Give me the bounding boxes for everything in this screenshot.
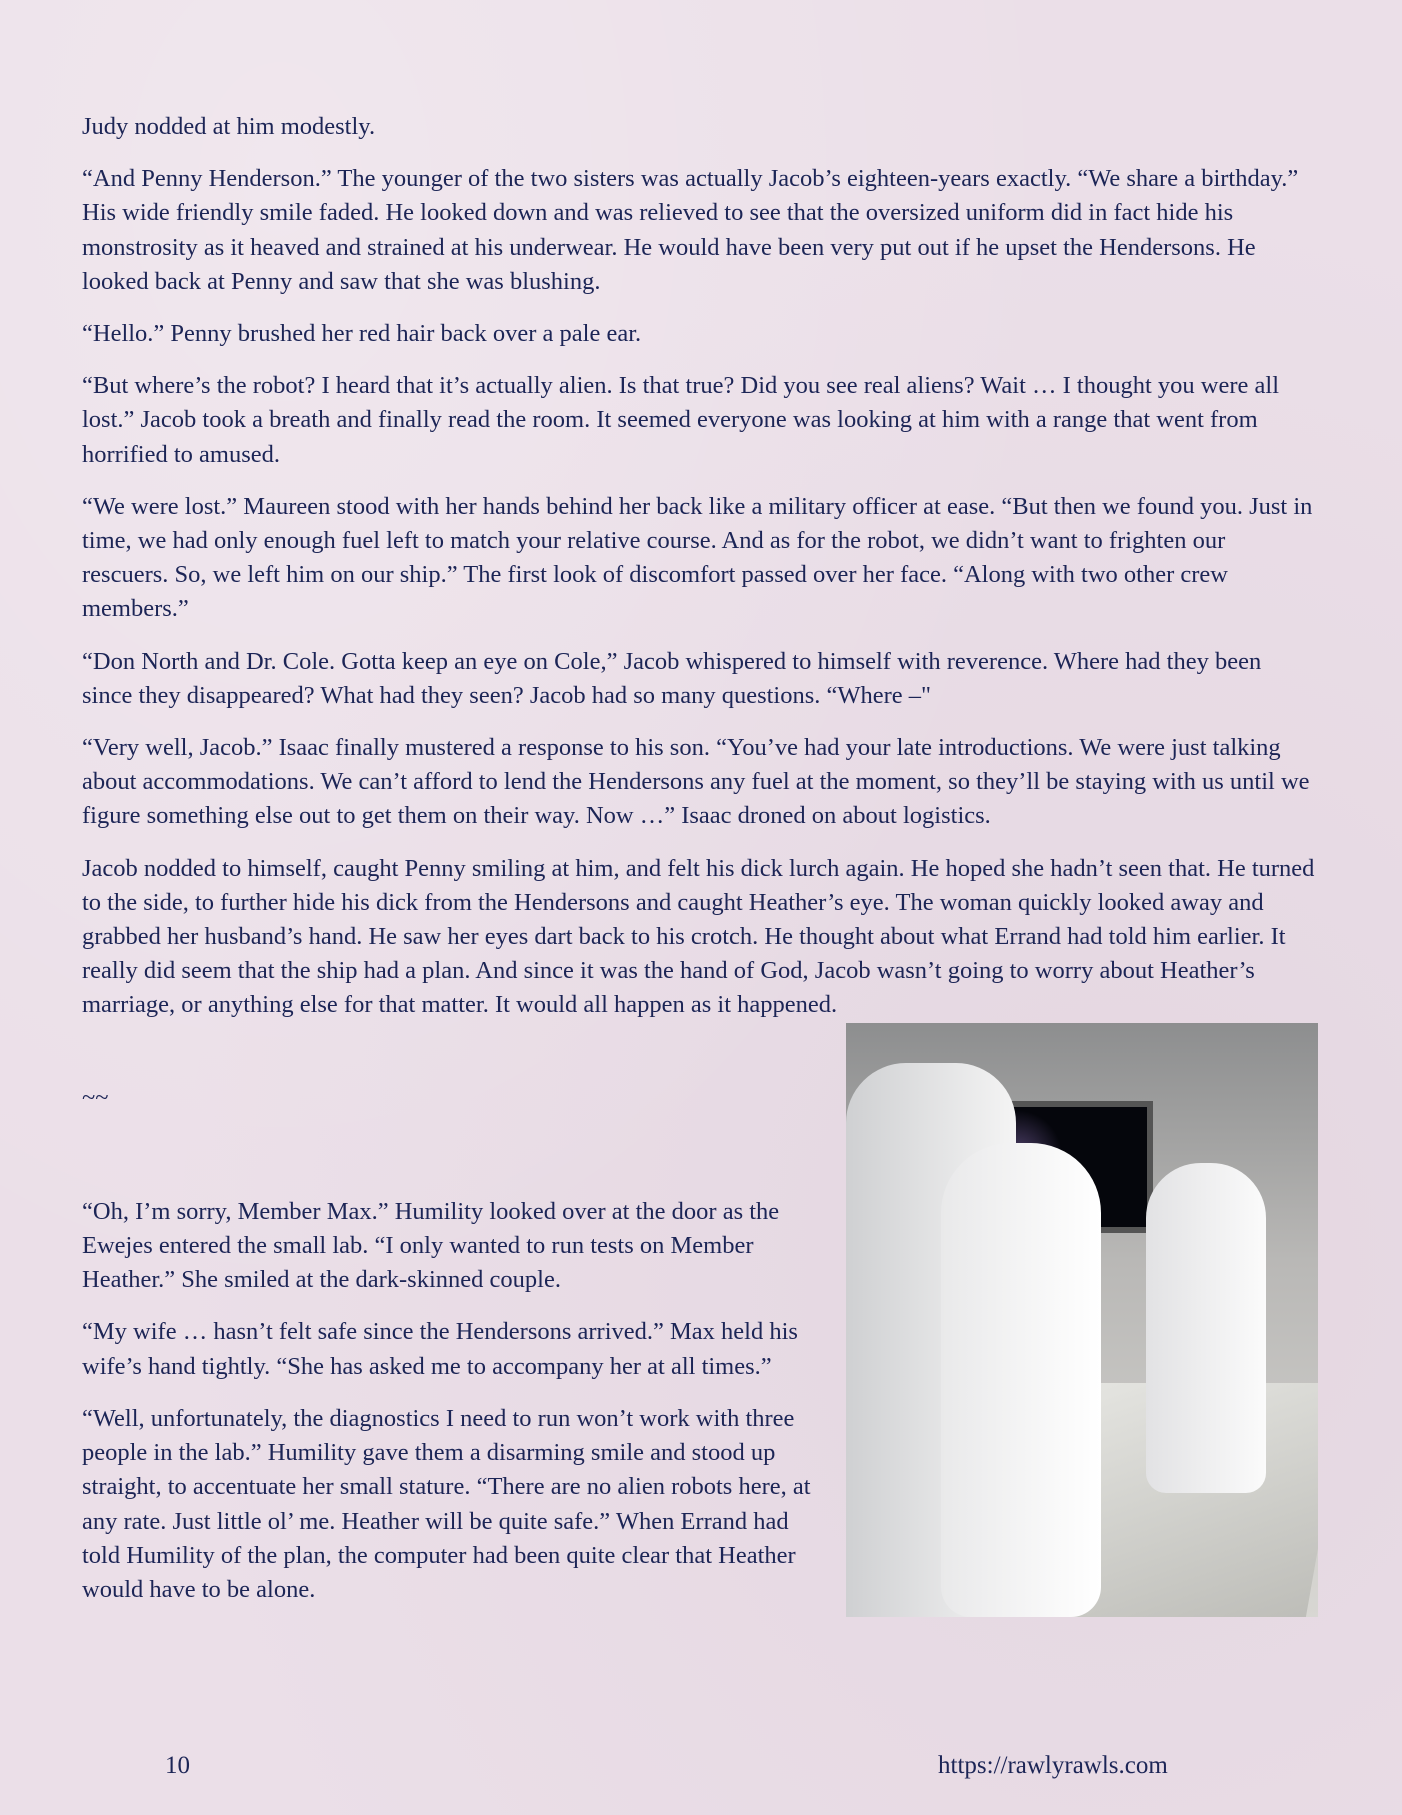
paragraph: “Don North and Dr. Cole. Gotta keep an eye on Cole,” Jacob whispered to himself with reverence. Where had they been since they disappeared? What had they seen? Jacob had so many questions. “Where –" — [82, 647, 1262, 709]
figure-woman — [941, 1143, 1101, 1617]
paragraph: “But where’s the robot? I heard that it’s actually alien. Is that true? Did you see real aliens? Wait … I thought you were all lost.” Jacob took a breath and finally read the room. It seemed everyone was looking at him with a range that went from horrified to amused. — [82, 372, 1280, 468]
paragraph: Judy nodded at him modestly. — [82, 113, 376, 140]
illustration — [846, 1023, 1318, 1617]
footer-url[interactable]: https://rawlyrawls.com — [938, 1752, 1168, 1779]
paragraph: “My wife … hasn’t felt safe since the Hendersons arrived.” Max held his wife’s hand tightly. “She has asked me to accompany her at all times.” — [82, 1318, 798, 1380]
paragraph: “We were lost.” Maureen stood with her hands behind her back like a military officer at ease. “But then we found you. Just in time, we had only enough fuel left to match your relative course. And as for the robot, we didn’t want to frighten our rescuers. So, we left him on our ship.” The first look of discomfort passed over her face. “Along with two other crew members.” — [82, 492, 1313, 623]
paragraph: “Well, unfortunately, the diagnostics I need to run won’t work with three people in the lab.” Humility gave them a disarming smile and stood up straight, to accentuate her small stature. “There are no alien robots here, at any rate. Just little ol’ me. Heather will be quite safe.” When Errand had told Humility of the plan, the computer had been quite clear that Heather would have to be alone. — [82, 1404, 811, 1603]
figure-humility — [1146, 1163, 1266, 1493]
paragraph: Jacob nodded to himself, caught Penny smiling at him, and felt his dick lurch again. He hoped she hadn’t seen that. He turned to the side, to further hide his dick from the Hendersons and caught Heather’s eye. The woman quickly looked away and grabbed her husband’s hand. He saw her eyes dart back to his crotch. He thought about what Errand had told him earlier. It really did seem that the ship had a plan. And since it was the hand of God, Jacob wasn’t going to worry about Heather’s marriage, or anything else for that matter. It would all happen as it happened. — [82, 854, 1315, 1019]
scene-separator: ~~ — [82, 1083, 109, 1111]
paragraph: “And Penny Henderson.” The younger of the two sisters was actually Jacob’s eighteen-years exactly. “We share a birthday.” His wide friendly smile faded. He looked down and was relieved to see that the oversized uniform did in fact hide his monstrosity as it heaved and strained at his underwear. He would have been very put out if he upset the Hendersons. He looked back at Penny and saw that she was blushing. — [82, 165, 1299, 295]
paragraph: “Very well, Jacob.” Isaac finally mustered a response to his son. “You’ve had your late introductions. We were just talking about accommodations. We can’t afford to lend the Hendersons any fuel at the moment, so they’ll be staying with us until we figure something else out to get them on their way. Now …” Isaac droned on about logistics. — [82, 734, 1310, 830]
paragraph: “Hello.” Penny brushed her red hair back over a pale ear. — [82, 320, 642, 348]
paragraph: “Oh, I’m sorry, Member Max.” Humility looked over at the door as the Ewejes entered the small lab. “I only wanted to run tests on Member Heather.” She smiled at the dark-skinned couple. — [82, 1197, 780, 1294]
document-body — [82, 110, 1316, 1625]
page-number: 10 — [165, 1752, 190, 1779]
